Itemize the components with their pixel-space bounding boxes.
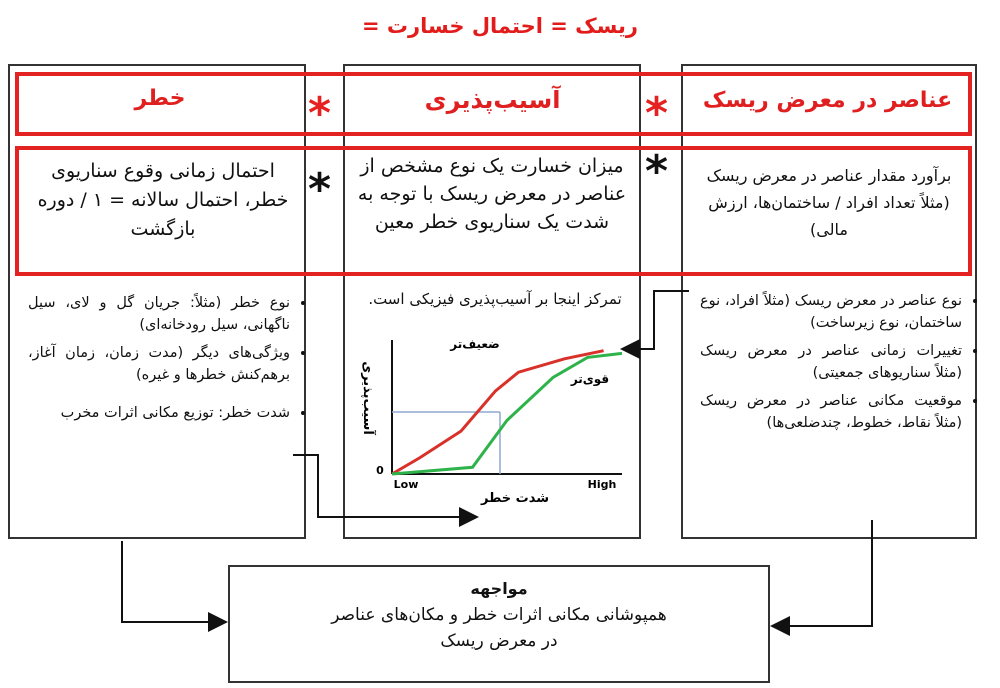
x-tick-label-high: High (587, 478, 617, 491)
arrow-hazard-to-chart (293, 455, 475, 517)
legend-strong: قوی‌تر (570, 372, 610, 386)
hazard-header: خطر (134, 86, 186, 111)
hazard-description: احتمال زمانی وقوع سناریوی خطر، احتمال سالانه = ۱ / دوره بازگشت (37, 160, 289, 240)
exposure-box-title: مواجهه (470, 579, 528, 598)
list-item: • نوع عناصر در معرض ریسک (مثلاً افراد، نوع ساختمان، نوع زیرساخت) (700, 290, 962, 334)
page-title: ریسک = احتمال خسارت = (362, 14, 638, 38)
vulnerability-note: تمرکز اینجا بر آسیب‌پذیری فیزیکی است. (368, 290, 622, 308)
list-item: • شدت خطر: توزیع مکانی اثرات مخرب (28, 402, 290, 424)
exposure-header: عناصر در معرض ریسک (702, 88, 953, 113)
star-marker: * (645, 146, 669, 197)
star-marker: * (308, 88, 332, 139)
arrow-exposure-to-exposure-box (774, 520, 872, 626)
exposure-overlap-box (228, 565, 770, 683)
list-item: • تغییرات زمانی عناصر در معرض ریسک (مثلاً سناریوهای جمعیتی) (700, 340, 962, 384)
star-marker: * (308, 164, 332, 215)
x-axis-label: شدت خطر (480, 491, 550, 506)
y-axis-label: آسیب‌پذیری (360, 361, 375, 435)
vulnerability-description: میزان خسارت یک نوع مشخص از عناصر در معرض ریسک با توجه به شدت یک سناریوی خطر معین (357, 155, 627, 233)
arrow-hazard-to-exposure-box (122, 541, 224, 622)
star-marker: * (645, 88, 669, 139)
arrow-exposure-to-chart (624, 291, 689, 349)
exposure-description: برآورد مقدار عناصر در معرض ریسک (مثلاً تعداد افراد / ساختمان‌ها، ارزش مالی) (706, 166, 952, 239)
vulnerability-header: آسیب‌پذیری (424, 86, 561, 114)
y-tick-label: 0 (376, 464, 384, 477)
legend-weak: ضعیف‌تر (450, 337, 500, 351)
x-tick-label-low: Low (393, 478, 419, 491)
list-item: • نوع خطر (مثلاً: جریان گل و لای، سیل ناگهانی، سیل رودخانه‌ای) (28, 292, 290, 336)
list-item: • ویژگی‌های دیگر (مدت زمان، زمان آغاز، برهم‌کنش خطرها و غیره) (28, 342, 290, 386)
exposure-box-text: همپوشانی مکانی اثرات خطر و مکان‌های عناصر در معرض ریسک (331, 605, 667, 651)
list-item: • موقعیت مکانی عناصر در معرض ریسک (مثلاً نقاط، خطوط، چندضلعی‌ها) (700, 390, 962, 434)
